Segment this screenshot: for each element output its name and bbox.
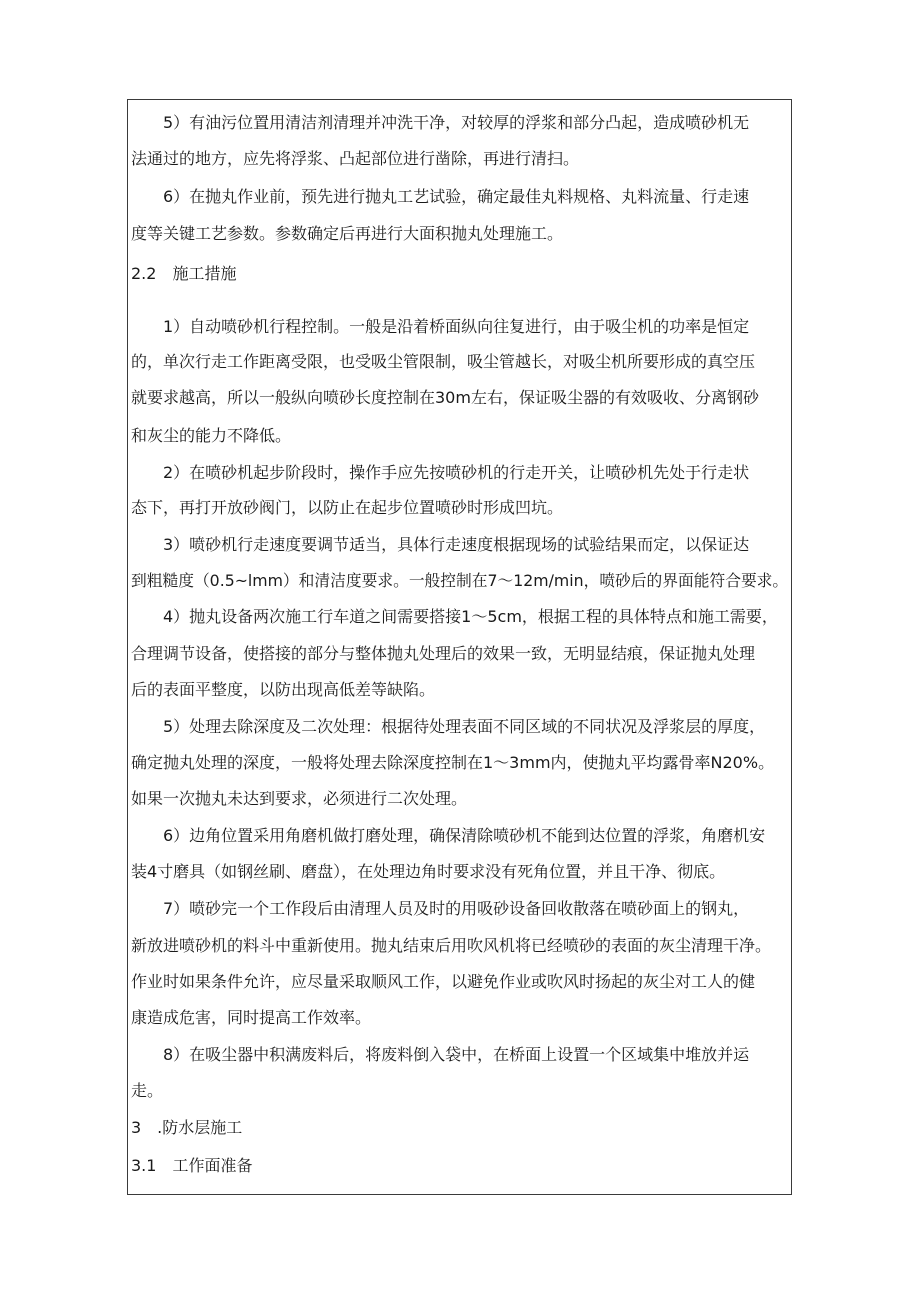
text-line: 7）喷砂完一个工作段后由清理人员及时的用吸砂设备回收散落在喷砂面上的钢丸， — [163, 899, 750, 918]
text-line: 6）边角位置采用角磨机做打磨处理，确保清除喷砂机不能到达位置的浮浆，角磨机安 — [163, 826, 766, 845]
text-line: 1）自动喷砂机行程控制。一般是沿着桥面纵向往复进行，由于吸尘机的功率是恒定 — [163, 317, 750, 336]
text-line: 新放进喷砂机的料斗中重新使用。抛丸结束后用吹风机将已经喷砂的表面的灰尘清理干净。 — [131, 936, 772, 955]
text-line: 和灰尘的能力不降低。 — [131, 426, 292, 445]
text-line: 法通过的地方，应先将浮浆、凸起部位进行凿除，再进行清扫。 — [131, 149, 580, 168]
text-line: 2）在喷砂机起步阶段时，操作手应先按喷砂机的行走开关，让喷砂机先处于行走状 — [163, 463, 750, 482]
section-heading: 3 .防水层施工 — [131, 1118, 243, 1137]
text-line: 态下，再打开放砂阀门，以防止在起步位置喷砂时形成凹坑。 — [131, 498, 564, 517]
text-line: 后的表面平整度，以防出现高低差等缺陷。 — [131, 680, 436, 699]
text-line: 5）处理去除深度及二次处理：根据待处理表面不同区域的不同状况及浮浆层的厚度， — [163, 717, 766, 736]
text-line: 6）在抛丸作业前，预先进行抛丸工艺试验，确定最佳丸料规格、丸料流量、行走速 — [163, 187, 750, 206]
text-line: 确定抛丸处理的深度，一般将处理去除深度控制在1～3mm内，使抛丸平均露骨率N20%。 — [131, 753, 775, 772]
text-line: 装4寸磨具（如钢丝刷、磨盘），在处理边角时要求没有死角位置，并且干净、彻底。 — [131, 862, 726, 881]
text-line: 的，单次行走工作距离受限，也受吸尘管限制，吸尘管越长，对吸尘机所要形成的真空压 — [131, 352, 756, 371]
text-line: 如果一次抛丸未达到要求，必须进行二次处理。 — [131, 789, 468, 808]
text-line: 康造成危害，同时提高工作效率。 — [131, 1008, 372, 1027]
text-line: 5）有油污位置用清洁剂清理并冲洗干净，对较厚的浮浆和部分凸起，造成喷砂机无 — [163, 113, 750, 132]
text-line: 就要求越高，所以一般纵向喷砂长度控制在30m左右，保证吸尘器的有效吸收、分离钢砂 — [131, 388, 759, 407]
section-heading: 3.1 工作面准备 — [131, 1156, 253, 1175]
text-line: 8）在吸尘器中积满废料后，将废料倒入袋中，在桥面上设置一个区域集中堆放并运 — [163, 1045, 750, 1064]
text-line: 合理调节设备，使搭接的部分与整体抛丸处理后的效果一致，无明显结痕，保证抛丸处理 — [131, 644, 756, 663]
text-line: 度等关键工艺参数。参数确定后再进行大面积抛丸处理施工。 — [131, 224, 564, 243]
text-line: 4）抛丸设备两次施工行车道之间需要搭接1～5cm，根据工程的具体特点和施工需要， — [163, 607, 778, 626]
text-line: 到粗糙度（0.5~lmm）和清洁度要求。一般控制在7～12m∕min，喷砂后的界面能符合要求。 — [131, 571, 789, 590]
text-line: 3）喷砂机行走速度要调节适当，具体行走速度根据现场的试验结果而定，以保证达 — [163, 535, 750, 554]
text-line: 作业时如果条件允许，应尽量采取顺风工作，以避免作业或吹风时扬起的灰尘对工人的健 — [131, 972, 756, 991]
text-line: 走。 — [131, 1081, 164, 1100]
section-heading: 2.2 施工措施 — [131, 264, 237, 283]
